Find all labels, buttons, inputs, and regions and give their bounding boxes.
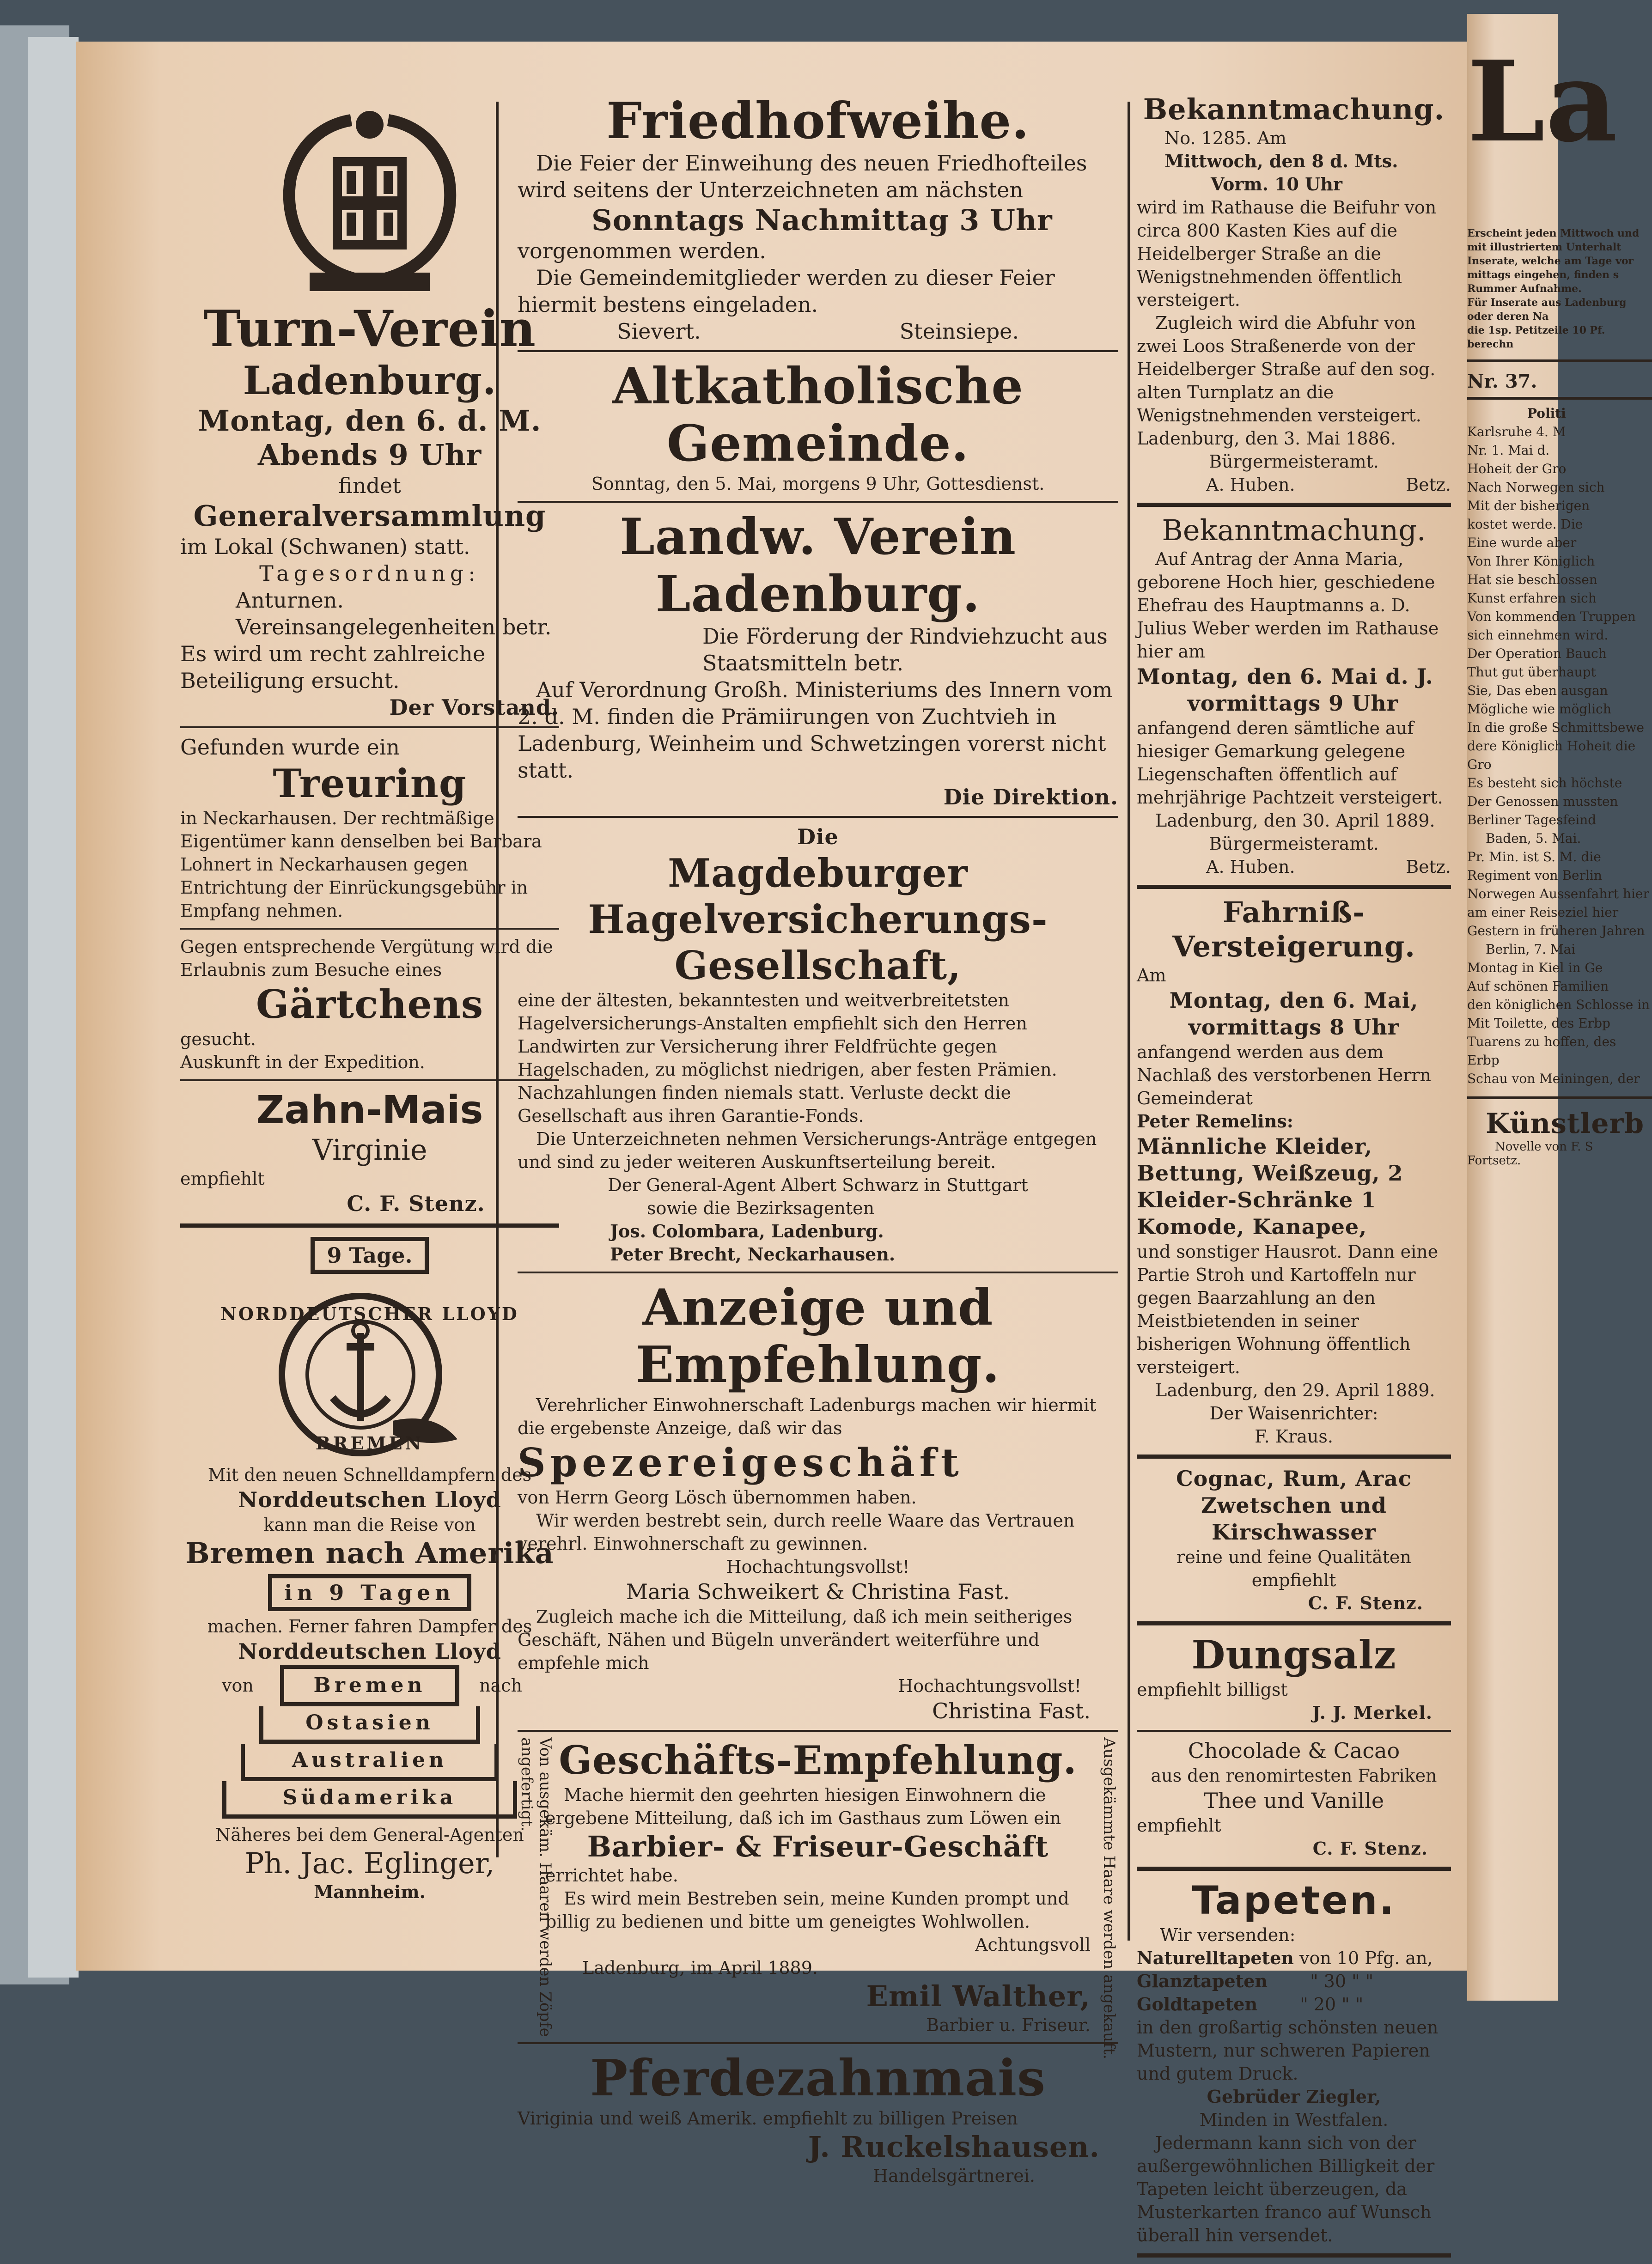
np-c33: Tuarens zu hoffen, des Erbp (1467, 1034, 1616, 1068)
fahrnis-name: Peter Remelins: (1137, 1111, 1293, 1132)
pferd-title: Pferdezahnmais (590, 2049, 1046, 2107)
divider (1137, 885, 1451, 889)
lloyd-seal (180, 1282, 559, 1455)
treuring-text: in Neckarhausen. Der rechtmäßige Eigentümer kann denselben bei Barbara Lohnert in Neckarhausen gegen Entrichtung der Einrückungsgebühr in Empfang nehmen. (180, 808, 542, 921)
choco-l3: Thee und Vanille (1203, 1788, 1384, 1813)
geschaeft-p3: Es wird mein Bestreben sein, meine Kunden prompt und billig zu bedienen und bitte um geneigtes Wohlwollen. (545, 1888, 1069, 1932)
bek2-signs (1137, 855, 1451, 878)
friedhof-p2: vorgenommen werden. (518, 238, 766, 263)
altkath-title: Altkatholische Gemeinde. (612, 357, 1024, 473)
destination-bremen: Bremen (280, 1665, 459, 1706)
fahrnis-items: Männliche Kleider, Bettung, Weißzeug, 2 Kleider-Schränke 1 Komode, Kanapee, (1137, 1134, 1403, 1239)
landw-p1: Die Förderung der Rindviehzucht aus Staatsmitteln betr. (702, 624, 1108, 676)
hagel-bezirk: sowie die Bezirksagenten (647, 1198, 875, 1218)
divider (180, 726, 559, 728)
lloyd-city: Mannheim. (314, 1881, 426, 1902)
dungsalz-title: Dungsalz (1191, 1632, 1396, 1678)
np-c20: Der Genossen mussten (1467, 794, 1618, 809)
anzeige-names: Maria Schweikert & Christina Fast. (626, 1579, 1010, 1604)
zahnmais-lead: empfiehlt (180, 1169, 265, 1189)
choco-lead: empfiehlt (1137, 1815, 1221, 1836)
np-c22: Baden, 5. Mai. (1486, 831, 1581, 846)
np-tail: Fortsetz. (1467, 1154, 1521, 1168)
pferd-name: J. Ruckelshausen. (808, 2130, 1100, 2164)
lloyd-more: Näheres bei dem General-Agenten (215, 1825, 524, 1845)
fahrnis-date: Montag, den 6. Mai, (1169, 988, 1419, 1013)
np-novelle: Novelle von F. S (1495, 1140, 1593, 1154)
bek1-place: Ladenburg, den 3. Mai 1886. (1137, 428, 1396, 449)
bek1-title: Bekanntmachung. (1143, 92, 1445, 126)
np-l3: Inserate, welche am Tage vor (1467, 255, 1634, 267)
divider (1137, 1621, 1451, 1625)
bek2-p1: Auf Antrag der Anna Maria, geborene Hoch hier, geschiedene Ehefrau des Hauptmanns a. D. Julius Weber werden im Rathause hier am (1137, 549, 1439, 662)
cognac-l3: reine und feine Qualitäten empfiehlt (1177, 1547, 1411, 1590)
turnverein-date: Montag, den 6. d. M. (198, 404, 542, 438)
turnverein-event: Generalversammlung (193, 499, 546, 533)
bek2-place: Ladenburg, den 30. April 1889. (1155, 810, 1435, 831)
hagel-a2: Peter Brecht, Neckarhausen. (610, 1244, 896, 1265)
geschaeft-p2: errichtet habe. (545, 1865, 678, 1886)
bek1-p1: wird im Rathause die Beifuhr von circa 800 Kasten Kies auf die Heidelberger Straße an die Wenigstnehmenden öffentlich versteigert. (1137, 197, 1437, 310)
zahnmais-title: Zahn-Mais (256, 1087, 483, 1132)
turnverein-time: Abends 9 Uhr (257, 438, 482, 472)
bek1-sign2: Betz. (1406, 475, 1451, 495)
np-c18: dere Königlich Hoheit die Gro (1467, 738, 1636, 772)
tapeten-city: Minden in Westfalen. (1199, 2110, 1389, 2130)
divider (518, 2042, 1118, 2044)
np-l2: mit illustriertem Unterhalt (1467, 241, 1622, 253)
np-c32: Mit Toilette, des Erbp (1467, 1016, 1610, 1031)
np-c29: Montag in Kiel in Ge (1467, 960, 1603, 975)
np-c2: Nr. 1. Mai d. (1467, 443, 1550, 458)
wreath-icon (273, 106, 467, 300)
np-c4: Nach Norwegen sich (1467, 480, 1605, 495)
np-l6: Für Inserate aus Ladenburg oder deren Na (1467, 297, 1627, 323)
fahrnis-time: vormittags 8 Uhr (1189, 1015, 1399, 1040)
friedhof-title: Friedhofweihe. (606, 92, 1030, 150)
turnverein-location: im Lokal (Schwanen) statt. (180, 534, 470, 559)
hagel-title2: Gesellschaft, (674, 943, 962, 988)
column-rule-right (1128, 102, 1130, 1941)
choco-sign: C. F. Stenz. (1312, 1838, 1428, 1859)
bek2-date: Montag, den 6. Mai d. J. (1137, 664, 1433, 689)
lloyd-von: von (222, 1675, 254, 1696)
geschaeft-title: Geschäfts-Empfehlung. (559, 1737, 1077, 1783)
pferd-text: Viriginia und weiß Amerik. empfiehlt zu billigen Preisen (518, 2108, 1018, 2129)
treuring-intro: Gefunden wurde ein (180, 735, 400, 760)
anzeige-shop: Spezereigeschäft (518, 1440, 963, 1485)
geschaeft-place: Ladenburg, im April 1889. (582, 1958, 818, 1978)
hagel-p1: eine der ältesten, bekanntesten und weitverbreitetsten Hagelversicherungs-Anstalten empfiehlt sich den Herren Landwirten zur Versicherung ihrer Feldfrüchte gegen Hagelschaden, zu möglichst niedrigen, aber festen Prämien. Nachzahlungen finden niemals statt. Verluste deckt die Gesellschaft aus ihren Garantie-Fonds. (518, 990, 1057, 1126)
turnverein-agenda-label: Tagesordnung: (259, 561, 480, 586)
anzeige-greet2: Hochachtungsvollst! (898, 1676, 1081, 1696)
geschaeft-greet: Achtungsvoll (975, 1935, 1091, 1955)
tapeten-r1a: Naturelltapeten (1137, 1948, 1294, 1968)
geschaeft-side-right: Ausgekämmte Haare werden angekauft. (1100, 1737, 1118, 2060)
newspaper-page (76, 42, 1472, 2246)
turnverein-title: Turn-Verein (203, 300, 536, 358)
np-c27: Gestern in früheren Jahren (1467, 923, 1645, 938)
divider (518, 350, 1118, 352)
turnverein-agenda1: Anturnen. (236, 588, 344, 613)
divider (1137, 2253, 1451, 2258)
tapeten-row2 (1137, 1970, 1451, 1993)
anzeige-p4: Zugleich mache ich die Mitteilung, daß ich mein seitheriges Geschäft, Nähen und Bügeln unverändert weiterführe und empfehle mich (518, 1607, 1073, 1673)
nextpage-masthead: La (1467, 37, 1618, 167)
turnverein-agenda2: Vereinsangelegenheiten betr. (236, 615, 552, 639)
hagel-die: Die (797, 824, 839, 849)
bek1-no: No. 1285. Am (1164, 128, 1286, 148)
np-c15: Sie, Das eben ausgan (1467, 683, 1608, 698)
divider (1137, 1455, 1451, 1459)
friedhof-p1: Die Feier der Einweihung des neuen Friedhofteiles wird seitens der Unterzeichneten am nächsten (518, 151, 1087, 202)
lloyd-seal-text: NORDDEUTSCHER LLOYD (220, 1303, 519, 1324)
geschaeft-role: Barbier u. Friseur. (926, 2015, 1091, 2035)
nextpage-column (1467, 404, 1652, 1088)
divider (180, 1079, 559, 1081)
bek1-time: Vorm. 10 Uhr (1211, 174, 1342, 195)
anzeige-greet1: Hochachtungsvollst! (726, 1557, 910, 1577)
np-c12: sich einnehmen wird. (1467, 627, 1609, 643)
treuring-title: Treuring (273, 761, 467, 806)
bek1-office: Bürgermeisteramt. (1209, 451, 1379, 472)
anzeige-p2: von Herrn Georg Lösch übernommen haben. (518, 1487, 917, 1508)
hagel-p2: Die Unterzeichneten nehmen Versicherungs-Anträge entgegen und sind zu jeder weiteren Auskunftserteilung bereit. (518, 1129, 1097, 1172)
lloyd-line3: kann man die Reise von (263, 1515, 476, 1535)
np-c31: den königlichen Schlosse in (1467, 997, 1650, 1012)
tapeten-title: Tapeten. (1192, 1878, 1396, 1923)
geschaeft-p1: Mache hiermit den geehrten hiesigen Einwohnern die ergebene Mitteilung, daß ich im Gasthaus zum Löwen ein (545, 1785, 1061, 1828)
divider (1137, 1867, 1451, 1871)
zahnmais-sub: Virginie (312, 1133, 427, 1167)
np-c6: kostet werde. Die (1467, 517, 1583, 532)
lloyd-seal-city: BREMEN (315, 1433, 424, 1454)
friedhof-signatures (518, 318, 1118, 345)
geschaeft-name: Emil Walther, (866, 1979, 1091, 2013)
landw-p2: Auf Verordnung Großh. Ministeriums des Innern vom 2. d. M. finden die Prämiirungen von Zuchtvieh in Ladenburg, Weinheim und Schwetzingen vorerst nicht statt. (518, 677, 1113, 783)
divider (1137, 503, 1451, 507)
divider (518, 816, 1118, 818)
np-kuenstler: Künstlerb (1486, 1108, 1645, 1140)
np-l1: Erscheint jeden Mittwoch und (1467, 227, 1640, 239)
np-c17: In die große Schmittsbewe (1467, 720, 1644, 735)
np-c14: Thut gut überhaupt (1467, 664, 1596, 680)
np-c7: Eine wurde aber (1467, 535, 1577, 550)
altkath-text: Sonntag, den 5. Mai, morgens 9 Uhr, Gottesdienst. (591, 474, 1045, 494)
pferd-role: Handelsgärtnerei. (873, 2166, 1035, 2186)
destination-australien: Australien (241, 1744, 499, 1781)
tapeten-r1b: von 10 Pfg. an, (1299, 1948, 1433, 1968)
bek2-time: vormittags 9 Uhr (1188, 691, 1398, 716)
lloyd-route: Bremen nach Amerika (185, 1536, 554, 1570)
lloyd-days-box2: in 9 Tagen (268, 1574, 471, 1611)
turnverein-place: Ladenburg. (243, 358, 497, 403)
tapeten-row1 (1137, 1947, 1451, 1970)
binding-edge (28, 37, 79, 1978)
divider (1137, 1730, 1451, 1732)
lloyd-days-box: 9 Tage. (311, 1237, 428, 1274)
bek2-sign: A. Huben. (1206, 857, 1295, 877)
tapeten-row3 (1137, 1993, 1451, 2016)
anzeige-title: Anzeige und Empfehlung. (636, 1278, 1000, 1394)
fahrnis-title: Fahrniß-Versteigerung. (1172, 895, 1415, 963)
fahrnis-p1: anfangend werden aus dem Nachlaß des verstorbenen Herrn Gemeinderat (1137, 1042, 1432, 1108)
bek2-office: Bürgermeisteramt. (1209, 834, 1379, 854)
np-c23: Pr. Min. ist S. M. die (1467, 849, 1601, 864)
nextpage-header-lines (1467, 226, 1652, 351)
divider (180, 928, 559, 930)
np-c26: am einer Reiseziel hier (1467, 905, 1619, 920)
bek1-date: Mittwoch, den 8 d. Mts. (1164, 151, 1398, 171)
friedhof-sig1: Sievert. (616, 319, 701, 344)
np-c19: Es besteht sich höchste (1467, 775, 1622, 791)
landw-sign: Die Direktion. (943, 785, 1118, 809)
lloyd-line5: Norddeutschen Lloyd (238, 1639, 501, 1664)
np-c8: Von Ihrer Königlich (1467, 554, 1595, 569)
gaertchen-intro: Gegen entsprechende Vergütung wird die Erlaubnis zum Besuche eines (180, 937, 553, 980)
anzeige-p1: Verehrlicher Einwohnerschaft Ladenburgs machen wir hiermit die ergebenste Anzeige, daß wir das (518, 1395, 1097, 1438)
np-c13: Der Operation Bauch (1467, 646, 1607, 661)
np-c16: Mögliche wie möglich (1467, 701, 1611, 717)
hagel-agent: Der General-Agent Albert Schwarz in Stuttgart (608, 1175, 1028, 1195)
turnverein-plea: Es wird um recht zahlreiche Beteiligung ersucht. (180, 641, 486, 693)
np-no: Nr. 37. (1467, 371, 1537, 392)
bek2-title: Bekanntmachung. (1162, 513, 1426, 547)
geschaeft-side-left: Von ausgekäm. Haaren werden Zöpfe angefertigt. (518, 1737, 555, 2037)
tapeten-p2: Jedermann kann sich von der außergewöhnlichen Billigkeit der Tapeten leicht überzeugen, da Musterkarten franco auf Wunsch überall hin versendet. (1137, 2133, 1435, 2246)
tapeten-firm: Gebrüder Ziegler, (1207, 2086, 1381, 2107)
center-column (518, 92, 1118, 2187)
fahrnis-sign: F. Kraus. (1255, 1426, 1333, 1447)
fahrnis-place: Ladenburg, den 29. April 1889. (1155, 1380, 1435, 1400)
np-l4: mittags eingehen, finden s (1467, 269, 1619, 281)
divider (518, 501, 1118, 503)
np-c11: Von kommenden Truppen (1467, 609, 1636, 624)
tapeten-r3a: Goldtapeten (1137, 1994, 1258, 2014)
divider (518, 1730, 1118, 1732)
lloyd-line1: Mit den neuen Schnelldampfern des (207, 1465, 532, 1485)
hagel-title1: Magdeburger Hagelversicherungs- (588, 850, 1048, 942)
turnverein-sign: Der Vorstand. (389, 695, 559, 720)
tapeten-r2a: Glanztapeten (1137, 1971, 1268, 1991)
np-c1: Karlsruhe 4. M (1467, 424, 1566, 439)
tapeten-r2b: " 30 " " (1310, 1971, 1374, 1991)
fahrnis-am: Am (1137, 965, 1166, 986)
np-pol: Politi (1527, 406, 1566, 421)
np-c3: Hoheit der Gro (1467, 461, 1567, 476)
next-page-sliver (1467, 14, 1650, 2001)
right-column (1137, 92, 1451, 2264)
tapeten-intro: Wir versenden: (1160, 1925, 1296, 1945)
bek2-sign2: Betz. (1406, 857, 1451, 877)
cognac-l1: Cognac, Rum, Arac (1176, 1466, 1412, 1491)
divider (518, 1272, 1118, 1273)
turnverein-findet: findet (338, 473, 401, 498)
friedhof-emph: Sonntags Nachmittag 3 Uhr (591, 203, 1053, 237)
np-c5: Mit der bisherigen (1467, 498, 1590, 513)
lloyd-destinations (180, 1665, 559, 1819)
gaertchen-text2: Auskunft in der Expedition. (180, 1052, 425, 1072)
anzeige-p3: Wir werden bestrebt sein, durch reelle Waare das Vertrauen verehrl. Einwohnerschaft zu gewinnen. (518, 1510, 1075, 1554)
choco-l1: Chocolade & Cacao (1188, 1738, 1400, 1763)
lloyd-nach: nach (479, 1675, 522, 1696)
dungsalz-text: empfiehlt billigst (1137, 1680, 1288, 1700)
friedhof-sig2: Steinsiepe. (899, 319, 1019, 344)
friedhof-p3: Die Gemeindemitglieder werden zu dieser Feier hiermit bestens eingeladen. (518, 265, 1055, 317)
np-c10: Kunst erfahren sich (1467, 590, 1597, 606)
lloyd-agent: Ph. Jac. Eglinger, (244, 1846, 495, 1880)
np-c30: Auf schönen Familien (1467, 979, 1609, 994)
np-l7: die 1sp. Petitzeile 10 Pf. berechn (1467, 324, 1605, 350)
zahnmais-sign: C. F. Stenz. (347, 1191, 485, 1216)
bek1-p2: Zugleich wird die Abfuhr von zwei Loos Straßenerde von der Heidelberger Straße auf den sog. alten Turnplatz an die Wenigstnehmenden versteigert. (1137, 313, 1436, 426)
fahrnis-office: Der Waisenrichter: (1209, 1403, 1378, 1424)
hagel-a1: Jos. Colombara, Ladenburg. (610, 1221, 884, 1242)
geschaeft-block (518, 1737, 1118, 2060)
np-c21: Berliner Tagesfeind (1467, 812, 1597, 828)
gaertchen-title: Gärtchens (256, 981, 484, 1027)
bek1-sign: A. Huben. (1206, 475, 1295, 495)
np-c28: Berlin, 7. Mai (1486, 942, 1576, 957)
np-c34: Schau von Meiningen, der (1467, 1071, 1640, 1086)
left-column (180, 106, 559, 1904)
np-c9: Hat sie beschlossen (1467, 572, 1597, 587)
landw-title: Landw. Verein Ladenburg. (619, 508, 1016, 623)
np-c25: Norwegen Aussenfahrt hier (1467, 886, 1649, 901)
fahrnis-p2: und sonstiger Hausrot. Dann eine Partie Stroh und Kartoffeln nur gegen Baarzahlung an den Meistbietenden in seiner bisherigen Wohnung öffentlich versteigert. (1137, 1242, 1439, 1377)
bek2-p2: anfangend deren sämtliche auf hiesiger Gemarkung gelegene Liegenschaften öffentlich auf mehrjährige Pachtzeit versteigert. (1137, 718, 1443, 808)
tapeten-p1: in den großartig schönsten neuen Mustern, nur schweren Papieren und gutem Druck. (1137, 2017, 1439, 2084)
lloyd-line2: Norddeutschen Lloyd (238, 1487, 501, 1512)
np-l5: Rummer Aufnahme. (1467, 283, 1582, 295)
bek1-signs (1137, 473, 1451, 496)
choco-l2: aus den renomirtesten Fabriken (1151, 1765, 1437, 1786)
anzeige-name2: Christina Fast. (932, 1698, 1091, 1723)
turnverein-emblem (180, 106, 559, 300)
np-c24: Regiment von Berlin (1467, 868, 1602, 883)
cognac-l2: Zwetschen und Kirschwasser (1201, 1493, 1387, 1545)
destination-suedamerika: Südamerika (222, 1781, 517, 1819)
lloyd-line4: machen. Ferner fahren Dampfer des (207, 1616, 532, 1637)
cognac-sign: C. F. Stenz. (1308, 1593, 1423, 1613)
divider (180, 1223, 559, 1228)
dungsalz-sign: J. J. Merkel. (1312, 1702, 1433, 1723)
geschaeft-shop: Barbier- & Friseur-Geschäft (587, 1830, 1049, 1863)
destination-ostasien: Ostasien (259, 1706, 480, 1744)
gaertchen-text1: gesucht. (180, 1029, 256, 1049)
tapeten-r3b: " 20 " " (1300, 1994, 1364, 2014)
